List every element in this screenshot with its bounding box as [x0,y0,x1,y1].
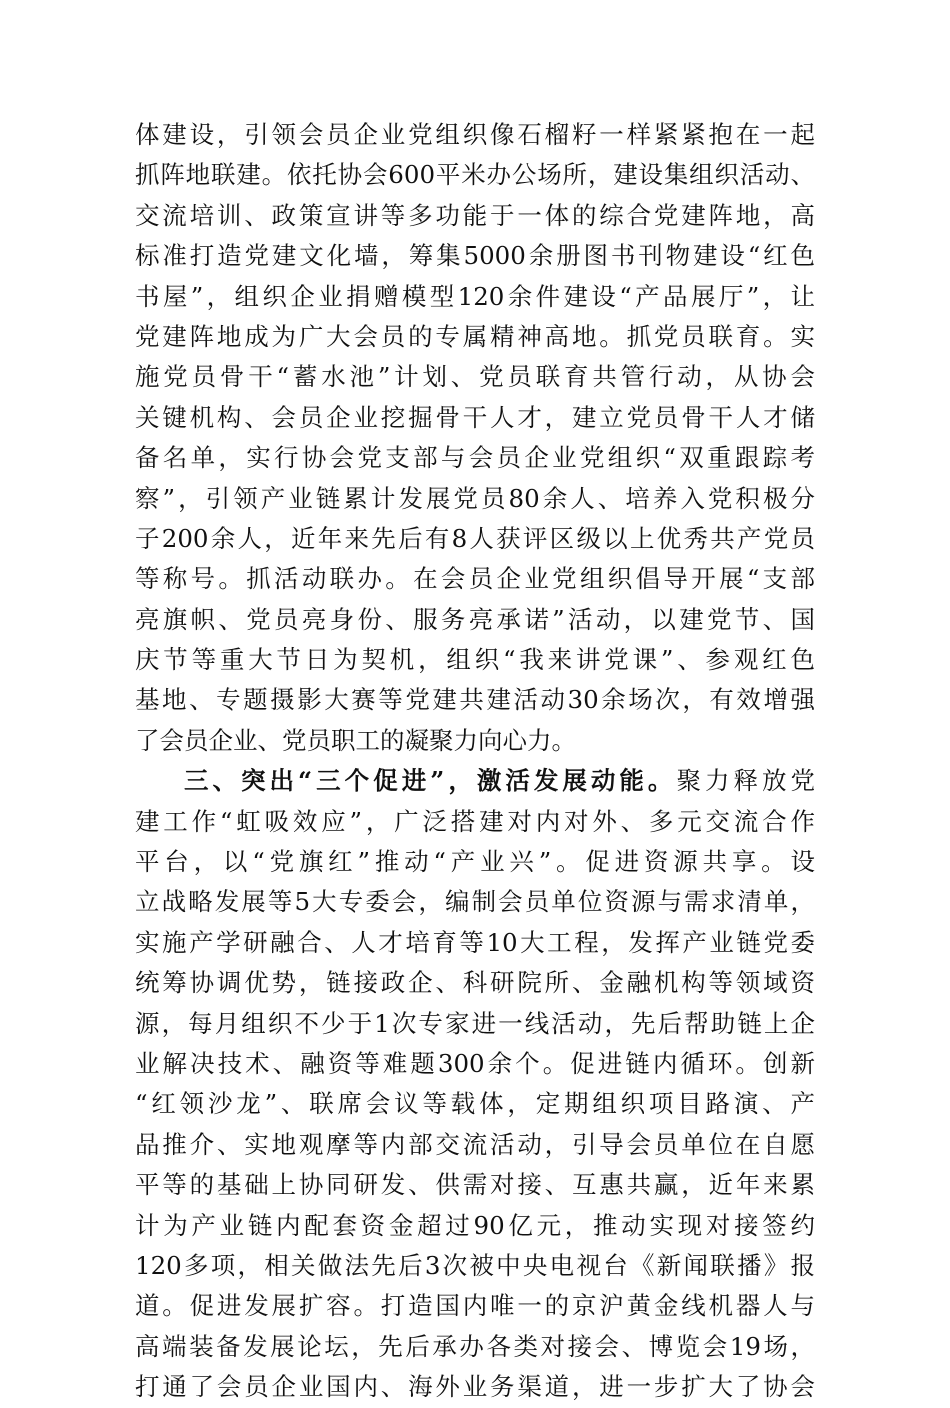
body-line: 高端装备发展论坛，先后承办各类对接会、博览会19场， [135,1331,815,1361]
section-heading-tail: 聚力释放党 [676,766,815,796]
body-line: 计为产业链内配套资金超过90亿元，推动实现对接签约 [135,1210,815,1240]
body-line: 源，每月组织不少于1次专家进一线活动，先后帮助链上企 [135,1008,815,1038]
body-line: 打通了会员企业国内、海外业务渠道，进一步扩大了协会 [135,1372,815,1402]
body-line: 书屋”，组织企业捐赠模型120余件建设“产品展厅”，让 [135,281,815,311]
body-line: 备名单，实行协会党支部与会员企业党组织“双重跟踪考 [135,443,815,473]
document-body [135,115,815,1408]
body-line: 业解决技术、融资等难题300余个。促进链内循环。创新 [135,1048,815,1078]
body-line: 庆节等重大节日为契机，组织“我来讲党课”、参观红色 [135,645,815,675]
body-line: 党建阵地成为广大会员的专属精神高地。抓党员联育。实 [135,321,815,351]
body-line: 子200余人，近年来先后有8人获评区级以上优秀共产党员 [135,523,815,553]
body-line: 平等的基础上协同研发、供需对接、互惠共赢，近年来累 [135,1170,815,1200]
body-line: 120多项，相关做法先后3次被中央电视台《新闻联播》报 [135,1250,815,1280]
body-line: 等称号。抓活动联办。在会员企业党组织倡导开展“支部 [135,564,815,594]
body-line: 施党员骨干“蓄水池”计划、党员联育共管行动，从协会 [135,362,815,392]
body-line: 基地、专题摄影大赛等党建共建活动30余场次，有效增强 [135,685,815,715]
body-line: 关键机构、会员企业挖掘骨干人才，建立党员骨干人才储 [135,402,815,432]
section-heading-line [135,761,815,801]
body-line: 亮旗帜、党员亮身份、服务亮承诺”活动，以建党节、国 [135,604,815,634]
body-line: 立战略发展等5大专委会，编制会员单位资源与需求清单， [135,887,815,917]
body-line: 平台，以“党旗红”推动“产业兴”。促进资源共享。设 [135,847,815,877]
section-heading: 三、突出“三个促进”，激活发展动能。 [184,766,677,796]
body-line: 品推介、实地观摩等内部交流活动，引导会员单位在自愿 [135,1129,815,1159]
body-line: 交流培训、政策宣讲等多功能于一体的综合党建阵地，高 [135,200,815,230]
body-line: 统筹协调优势，链接政企、科研院所、金融机构等领域资 [135,968,815,998]
body-line: 体建设，引领会员企业党组织像石榴籽一样紧紧抱在一起 [135,120,815,149]
body-line: 标准打造党建文化墙，筹集5000余册图书刊物建设“红色 [135,241,815,271]
body-line: 实施产学研融合、人才培育等10大工程，发挥产业链党委 [135,927,815,957]
body-line: 抓阵地联建。依托协会600平米办公场所，建设集组织活动、 [135,160,815,190]
body-line: 察”，引领产业链累计发展党员80余人、培养入党积极分 [135,483,815,513]
body-line: 道。促进发展扩容。打造国内唯一的京沪黄金线机器人与 [135,1291,815,1321]
body-line: 了会员企业、党员职工的凝聚力向心力。 [135,725,576,755]
body-line: 建工作“虹吸效应”，广泛搭建对内对外、多元交流合作 [135,806,815,836]
body-line: “红领沙龙”、联席会议等载体，定期组织项目路演、产 [135,1089,815,1119]
